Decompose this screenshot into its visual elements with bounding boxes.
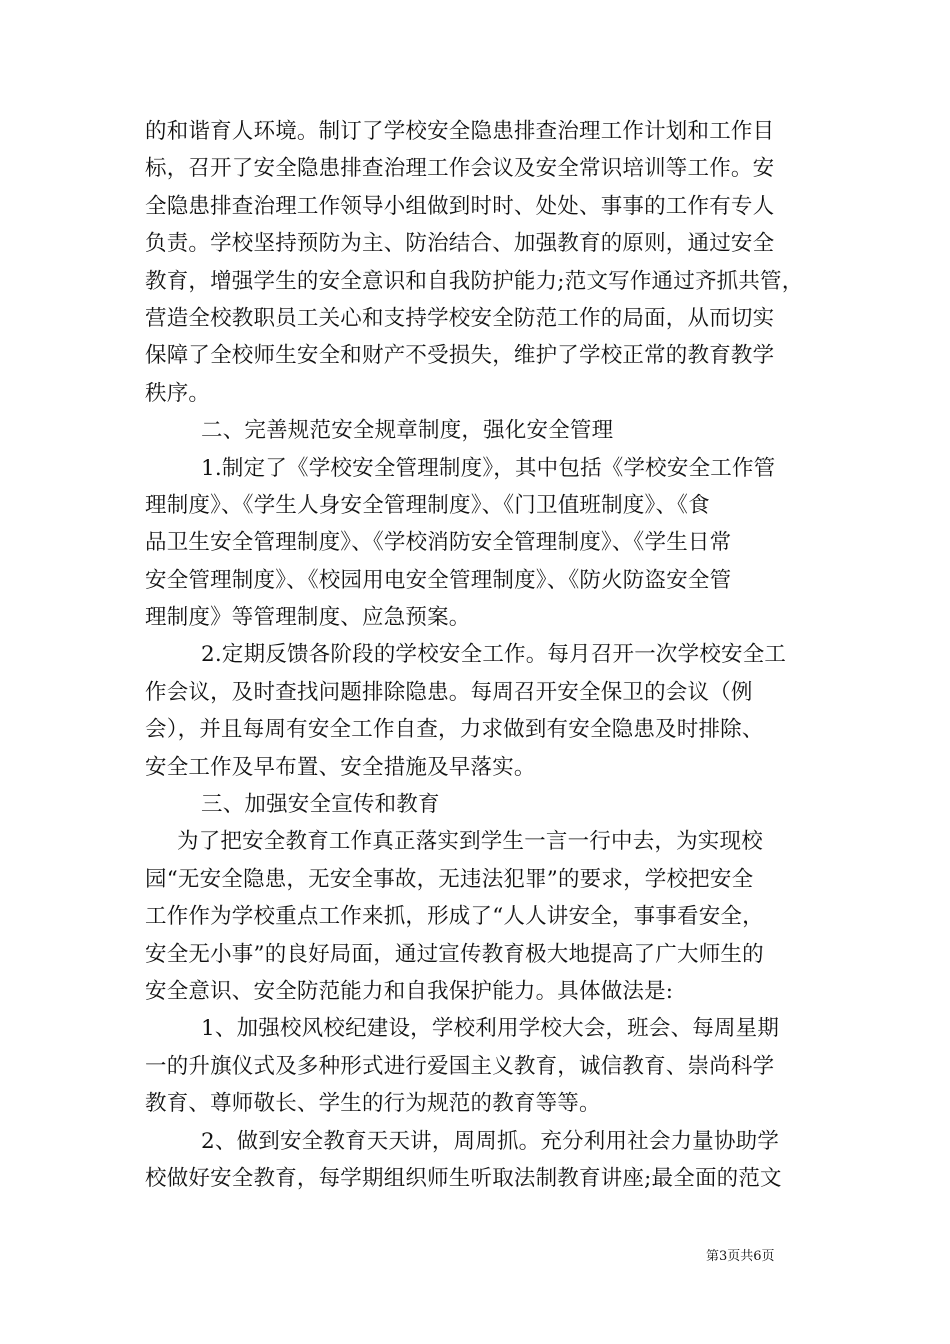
text-line: 1.制定了《学校安全管理制度》，其中包括《学校安全工作管	[201, 455, 776, 481]
section-heading: 二、完善规范安全规章制度，强化安全管理	[201, 418, 614, 444]
text-line: 标，召开了安全隐患排查治理工作会议及安全常识培训等工作。安	[145, 156, 775, 182]
text-line: 一的升旗仪式及多种形式进行爱国主义教育，诚信教育、崇尚科学	[145, 1053, 775, 1079]
text-line: 安全意识、安全防范能力和自我保护能力。具体做法是:	[145, 978, 674, 1004]
text-line: 工作作为学校重点工作来抓，形成了“人人讲安全，事事看安全，	[145, 904, 764, 930]
text-line: 会），并且每周有安全工作自查，力求做到有安全隐患及时排除、	[145, 717, 764, 743]
text-line: 安全管理制度》、《校园用电安全管理制度》、《防火防盗安全管	[145, 567, 732, 593]
text-line: 教育，增强学生的安全意识和自我防护能力;范文写作通过齐抓共管，	[145, 268, 804, 294]
text-line: 秩序。	[145, 380, 211, 406]
text-line: 全隐患排查治理工作领导小组做到时时、处处、事事的工作有专人	[145, 193, 775, 219]
text-line: 园“无安全隐患，无安全事故，无违法犯罪”的要求，学校把安全	[145, 866, 754, 892]
text-line: 品卫生安全管理制度》、《学校消防安全管理制度》、《学生日常	[145, 530, 732, 556]
text-line: 作会议，及时查找问题排除隐患。每周召开安全保卫的会议（例	[145, 679, 753, 705]
text-line: 安全无小事”的良好局面，通过宣传教育极大地提高了广大师生的	[145, 941, 764, 967]
text-line: 为了把安全教育工作真正落实到学生一言一行中去，为实现校	[177, 829, 763, 855]
text-line: 2.定期反馈各阶段的学校安全工作。每月召开一次学校安全工	[201, 642, 787, 668]
text-line: 理制度》、《学生人身安全管理制度》、《门卫值班制度》、《食	[145, 492, 710, 518]
text-line: 安全工作及早布置、安全措施及早落实。	[145, 754, 536, 780]
text-line: 校做好安全教育，每学期组织师生听取法制教育讲座;最全面的范文	[145, 1165, 782, 1191]
text-line: 理制度》等管理制度、应急预案。	[145, 605, 471, 631]
text-line: 营造全校教职员工关心和支持学校安全防范工作的局面，从而切实	[145, 305, 775, 331]
text-line: 教育、尊师敬长、学生的行为规范的教育等等。	[145, 1091, 601, 1117]
text-line: 的和谐育人环境。制订了学校安全隐患排查治理工作计划和工作目	[145, 119, 775, 144]
text-line: 1、加强校风校纪建设，学校利用学校大会，班会、每周星期	[201, 1016, 780, 1042]
document-body	[145, 113, 817, 1197]
page-number: 第3页共6页	[706, 1249, 775, 1264]
text-line: 负责。学校坚持预防为主、防治结合、加强教育的原则，通过安全	[145, 231, 775, 257]
text-line: 保障了全校师生安全和财产不受损失，维护了学校正常的教育教学	[145, 343, 775, 369]
section-heading: 三、加强安全宣传和教育	[201, 792, 440, 818]
text-line: 2、做到安全教育天天讲，周周抓。充分利用社会力量协助学	[201, 1128, 780, 1154]
